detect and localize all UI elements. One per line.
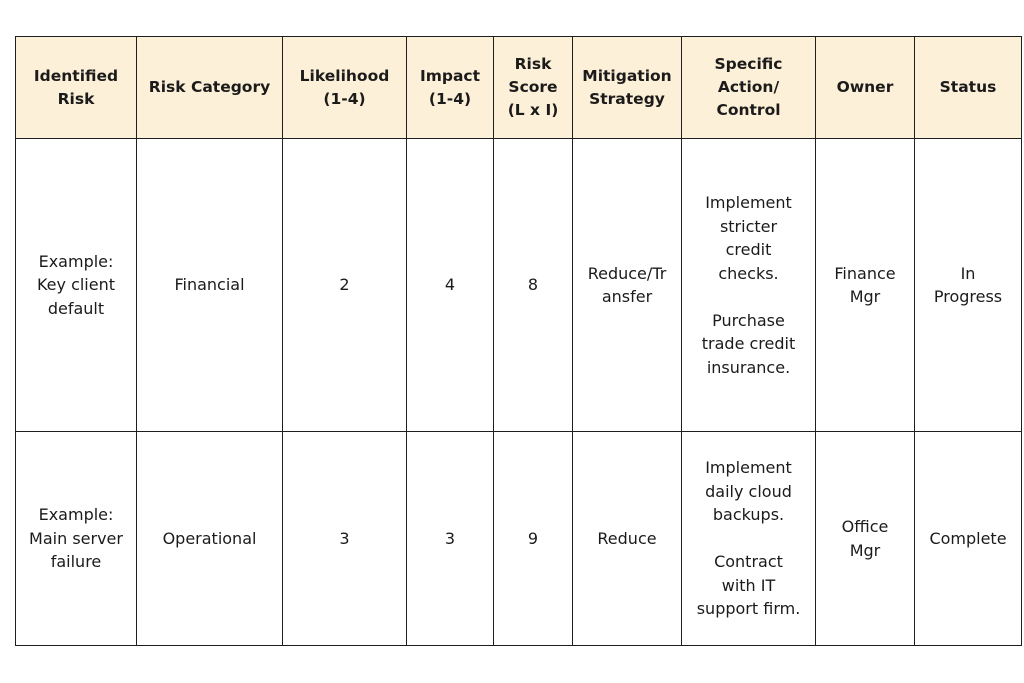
cell-owner: Finance Mgr [816,139,915,432]
cell-identified-risk: Example: Main server failure [16,432,137,646]
cell-status: Complete [915,432,1022,646]
cell-impact: 3 [407,432,494,646]
cell-status: In Progress [915,139,1022,432]
cell-identified-risk: Example: Key client default [16,139,137,432]
cell-risk-category: Financial [137,139,283,432]
cell-mitigation-strategy: Reduce [573,432,682,646]
header-specific-action: Specific Action/ Control [682,37,816,139]
cell-mitigation-strategy: Reduce/Tr ansfer [573,139,682,432]
header-identified-risk: Identified Risk [16,37,137,139]
header-owner: Owner [816,37,915,139]
table-row [16,139,1022,432]
table-row [16,432,1022,646]
cell-impact: 4 [407,139,494,432]
header-risk-category: Risk Category [137,37,283,139]
header-row [16,37,1022,139]
header-likelihood: Likelihood (1-4) [283,37,407,139]
cell-owner: Office Mgr [816,432,915,646]
cell-risk-score: 9 [494,432,573,646]
header-risk-score: Risk Score (L x I) [494,37,573,139]
cell-risk-score: 8 [494,139,573,432]
cell-likelihood: 2 [283,139,407,432]
cell-risk-category: Operational [137,432,283,646]
risk-register-table [15,36,1022,646]
cell-specific-action: Implement stricter credit checks. Purchase trade credit insurance. [682,139,816,432]
header-impact: Impact (1-4) [407,37,494,139]
header-mitigation-strategy: Mitigation Strategy [573,37,682,139]
header-status: Status [915,37,1022,139]
cell-likelihood: 3 [283,432,407,646]
cell-specific-action: Implement daily cloud backups. Contract with IT support firm. [682,432,816,646]
